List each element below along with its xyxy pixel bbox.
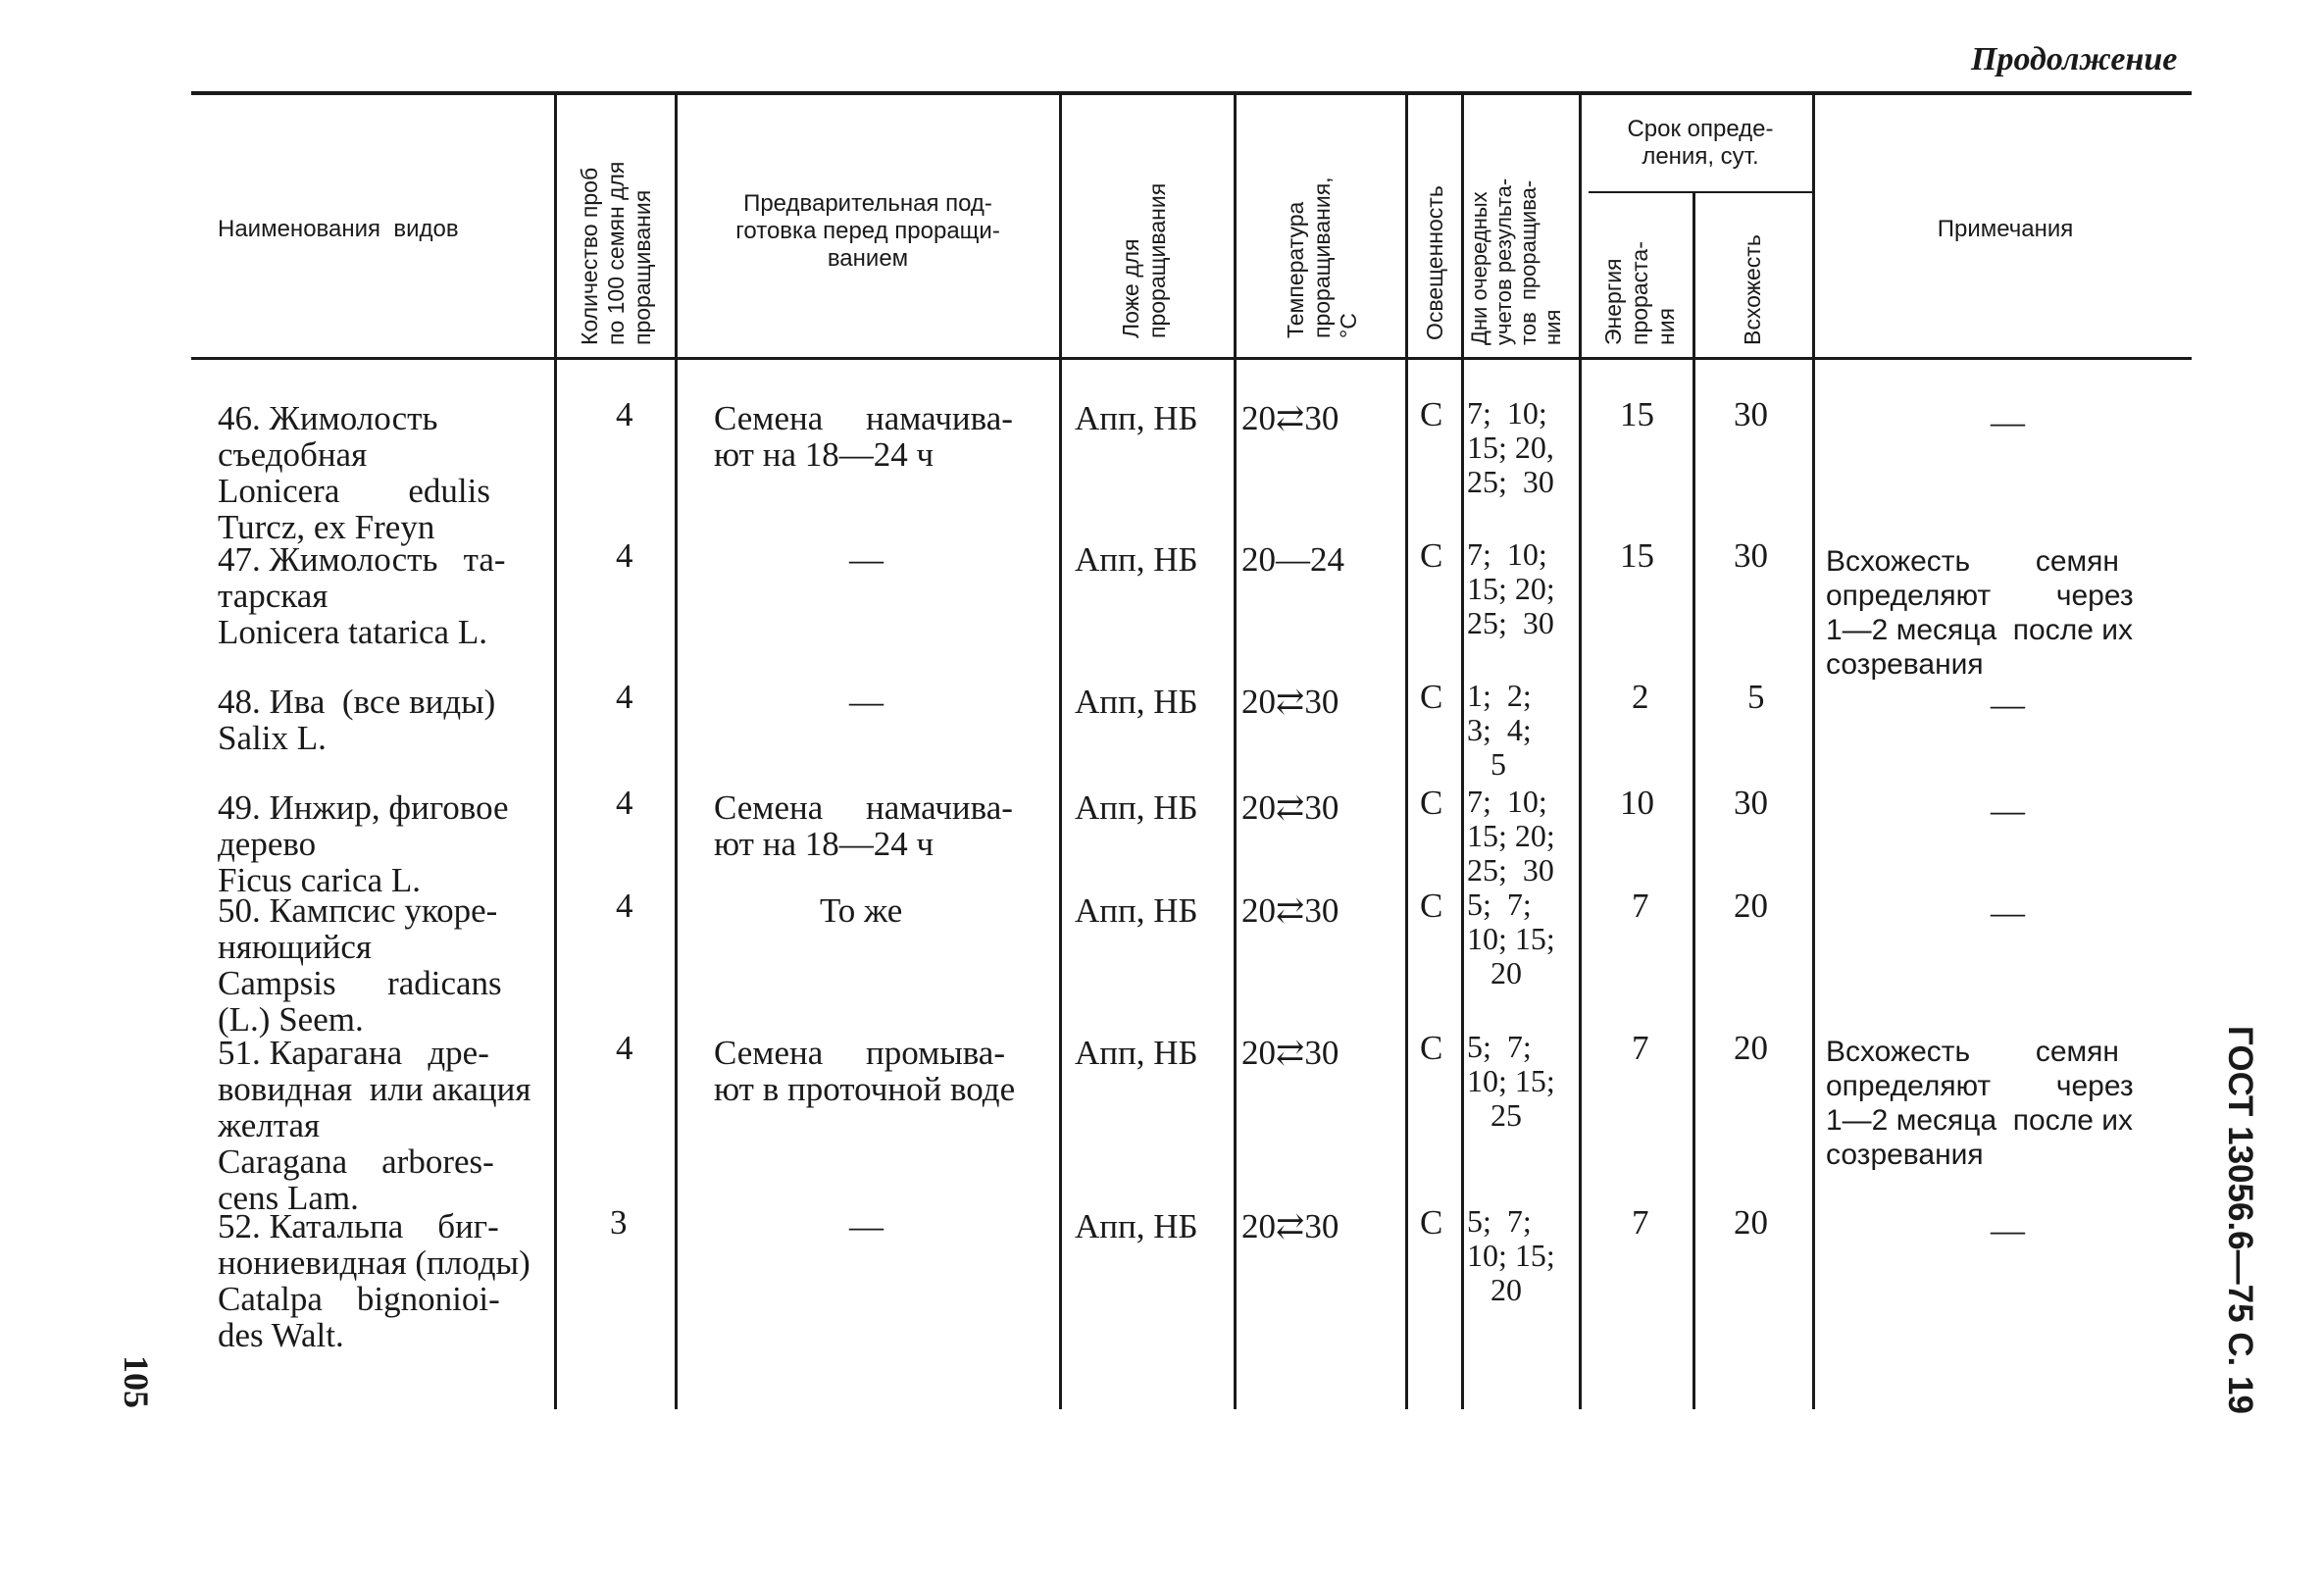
count-days-cell: 7; 10; 15; 20; 25; 30 xyxy=(1467,536,1555,640)
notes-cell: — xyxy=(1991,893,2025,932)
column-divider xyxy=(1579,95,1582,1409)
samples-cell: 4 xyxy=(616,887,633,925)
energy-cell: 10 xyxy=(1620,784,1654,822)
header-period-group: Срок опреде- ления, сут. xyxy=(1627,116,1774,170)
notes-cell: — xyxy=(1991,403,2025,441)
germination-cell: 20 xyxy=(1734,1203,1768,1242)
table-top-rule xyxy=(191,91,2192,95)
samples-cell: 4 xyxy=(616,678,633,716)
energy-cell: 2 xyxy=(1632,678,1649,716)
count-days-cell: 5; 7; 10; 15; 20 xyxy=(1467,887,1555,990)
preparation-cell: — xyxy=(849,683,884,721)
notes-cell: Всхожесть семян определяют через 1—2 месяца после их созревания xyxy=(1826,545,2134,681)
lighting-cell: С xyxy=(1420,1203,1443,1242)
period-group-rule xyxy=(1589,191,1812,193)
energy-cell: 15 xyxy=(1620,536,1654,575)
notes-cell: — xyxy=(1991,791,2025,830)
lighting-cell: С xyxy=(1420,536,1443,575)
bed-cell: Апп, НБ xyxy=(1075,399,1198,437)
preparation-cell: — xyxy=(849,540,884,579)
header-bed: Ложе для проращивания xyxy=(1118,182,1170,338)
count-days-cell: 5; 7; 10; 15; 20 xyxy=(1467,1203,1555,1307)
count-days-cell: 7; 10; 15; 20; 25; 30 xyxy=(1467,784,1555,888)
header-samples: Количество проб по 100 семян для проращивания xyxy=(577,161,655,345)
header-temperature: Температура проращивания, °С xyxy=(1283,177,1361,338)
header-lighting: Освещенность xyxy=(1422,185,1447,340)
column-divider xyxy=(1059,95,1062,1409)
species-cell: 50. Кампсис укоре- няющийся Campsis radicans (L.) Seem. xyxy=(218,891,502,1039)
header-germination: Всхожесть xyxy=(1740,234,1765,345)
germination-cell: 20 xyxy=(1734,1029,1768,1067)
notes-cell: Всхожесть семян определяют через 1—2 месяца после их созревания xyxy=(1826,1036,2134,1171)
temperature-cell: 20⇄30 xyxy=(1241,788,1339,827)
bed-cell: Апп, НБ xyxy=(1075,788,1198,827)
bed-cell: Апп, НБ xyxy=(1075,1207,1198,1245)
species-cell: 47. Жимолость та- тарская Lonicera tatarica L. xyxy=(218,540,506,651)
germination-cell: 30 xyxy=(1734,395,1768,433)
temperature-cell: 20⇄30 xyxy=(1241,891,1339,930)
species-cell: 51. Карагана дре- вовидная или акация желтая Caragana arbores- cens Lam. xyxy=(218,1034,531,1217)
samples-cell: 4 xyxy=(616,784,633,822)
preparation-cell: То же xyxy=(820,891,903,930)
continuation-label: Продолжение xyxy=(1971,41,2178,77)
header-energy: Энергия прораста- ния xyxy=(1600,241,1679,345)
bed-cell: Апп, НБ xyxy=(1075,891,1198,930)
count-days-cell: 1; 2; 3; 4; 5 xyxy=(1467,678,1532,782)
header-count-days: Дни очередных учетов результа- тов проращива- ния xyxy=(1467,178,1565,345)
energy-cell: 7 xyxy=(1632,1029,1649,1067)
column-divider xyxy=(1812,95,1815,1409)
notes-cell: — xyxy=(1991,685,2025,724)
germination-cell: 30 xyxy=(1734,784,1768,822)
header-species: Наименования видов xyxy=(218,216,459,242)
column-divider xyxy=(1234,95,1237,1409)
page-number: 105 xyxy=(117,1355,156,1408)
samples-cell: 3 xyxy=(610,1203,628,1242)
energy-cell: 7 xyxy=(1632,887,1649,925)
bed-cell: Апп, НБ xyxy=(1075,683,1198,721)
species-cell: 49. Инжир, фиговое дерево Ficus carica L. xyxy=(218,788,509,899)
temperature-cell: 20⇄30 xyxy=(1241,1207,1339,1245)
germination-cell: 5 xyxy=(1747,678,1765,716)
lighting-cell: С xyxy=(1420,784,1443,822)
species-cell: 52. Катальпа биг- нониевидная (плоды) Catalpa bignonioi- des Walt. xyxy=(218,1207,530,1354)
lighting-cell: С xyxy=(1420,395,1443,433)
bed-cell: Апп, НБ xyxy=(1075,1034,1198,1072)
header-preparation: Предварительная под- готовка перед проращи- ванием xyxy=(735,190,1000,272)
samples-cell: 4 xyxy=(616,1029,633,1067)
count-days-cell: 5; 7; 10; 15; 25 xyxy=(1467,1029,1555,1133)
energy-cell: 7 xyxy=(1632,1203,1649,1242)
column-divider xyxy=(675,95,678,1409)
lighting-cell: С xyxy=(1420,887,1443,925)
energy-cell: 15 xyxy=(1620,395,1654,433)
column-divider xyxy=(1405,95,1408,1409)
germination-cell: 20 xyxy=(1734,887,1768,925)
bed-cell: Апп, НБ xyxy=(1075,540,1198,579)
preparation-cell: Семена намачива- ют на 18—24 ч xyxy=(714,399,1013,474)
notes-cell: — xyxy=(1991,1211,2025,1249)
count-days-cell: 7; 10; 15; 20, 25; 30 xyxy=(1467,395,1554,499)
column-divider xyxy=(554,95,557,1409)
species-cell: 48. Ива (все виды) Salix L. xyxy=(218,683,496,757)
column-divider xyxy=(1461,95,1464,1409)
samples-cell: 4 xyxy=(616,395,633,433)
column-divider xyxy=(1692,193,1695,1409)
header-bottom-rule xyxy=(191,357,2192,360)
document-code-label: ГОСТ 13056.6—75 С. 19 xyxy=(2221,1026,2259,1414)
temperature-cell: 20⇄30 xyxy=(1241,683,1339,721)
preparation-cell: Семена промыва- ют в проточной воде xyxy=(714,1034,1016,1108)
temperature-cell: 20⇄30 xyxy=(1241,399,1339,437)
header-notes: Примечания xyxy=(1937,216,2074,242)
preparation-cell: — xyxy=(849,1207,884,1245)
germination-cell: 30 xyxy=(1734,536,1768,575)
lighting-cell: С xyxy=(1420,1029,1443,1067)
preparation-cell: Семена намачива- ют на 18—24 ч xyxy=(714,788,1013,863)
species-cell: 46. Жимолость съедобная Lonicera edulis Turcz, ex Freyn xyxy=(218,399,490,546)
lighting-cell: С xyxy=(1420,678,1443,716)
samples-cell: 4 xyxy=(616,536,633,575)
temperature-cell: 20—24 xyxy=(1241,540,1344,579)
temperature-cell: 20⇄30 xyxy=(1241,1034,1339,1072)
